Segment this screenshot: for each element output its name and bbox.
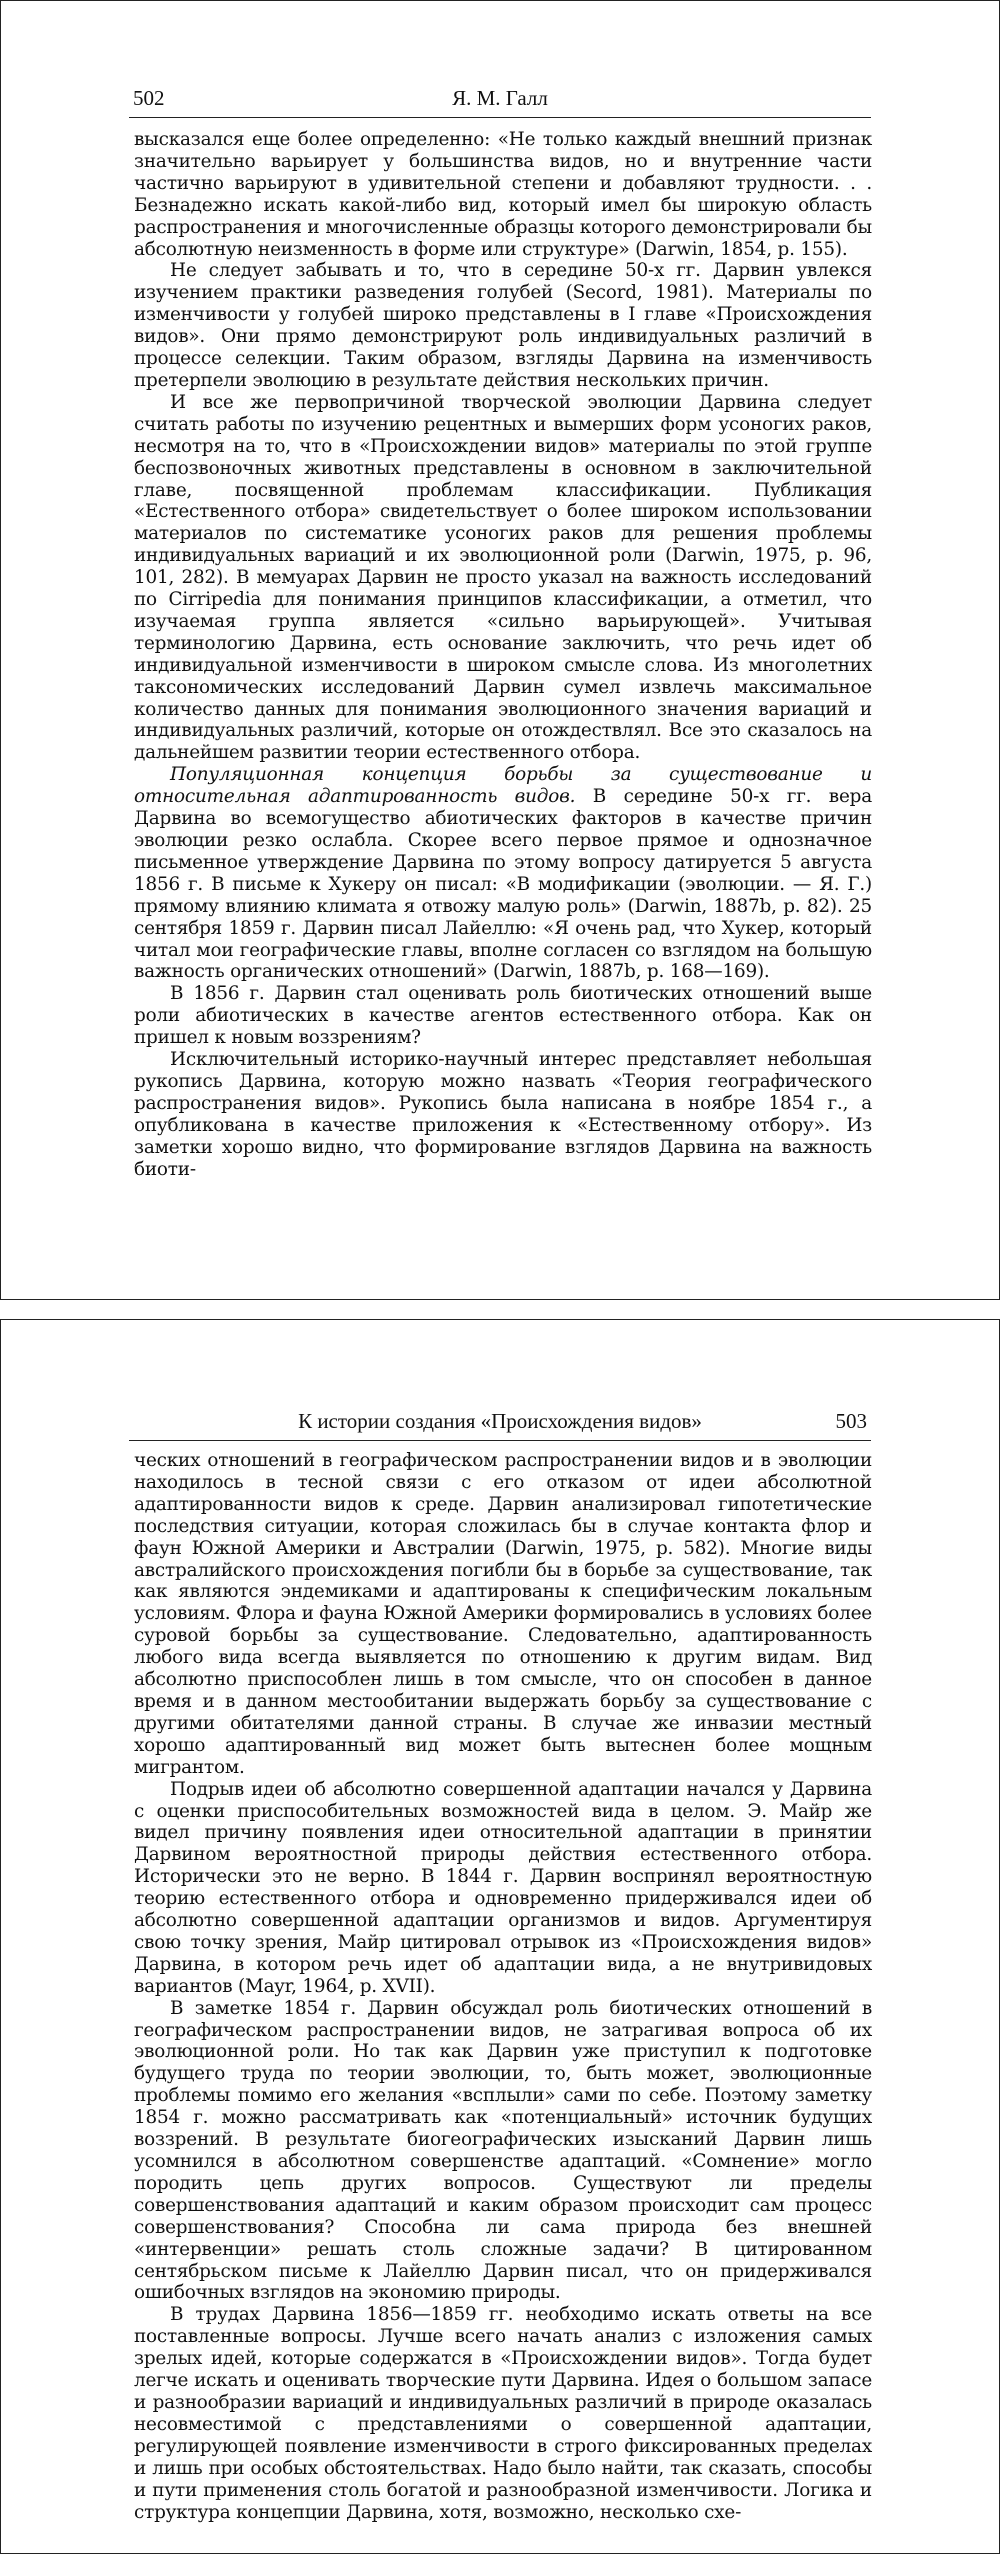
running-head: Я. М. Галл xyxy=(452,86,548,110)
paragraph: Подрыв идеи об абсолютно совершенной адаптации начался у Дарвина с оценки приспособительных возможностей вида в целом. Э. Майр же видел причину появления идеи относительной адаптации в принятии Дарвином вероятностной природы действия естественного отбора. Исторически это не верно. В 1844 г. Дарвин воспринял вероятностную теорию естественного отбора и одновременно придерживался идеи об абсолютно совершенной адаптации организмов и видов. Аргументируя свою точку зрения, Майр цитировал отрывок из «Происхождения видов» Дарвина, в котором речь идет об адаптации вида, а не внутривидовых вариантов (Mayr, 1964, p. XVII). xyxy=(134,1778,872,1997)
running-head: К истории создания «Происхождения видов» xyxy=(298,1409,702,1433)
paragraph: В заметке 1854 г. Дарвин обсуждал роль биотических отношений в географическом распространении видов, не затрагивая вопроса об их эволюционной роли. Но так как Дарвин уже приступил к подготовке будущего труда по теории эволюции, то, быть может, эволюционные проблемы помимо его желания «всплыли» сами по себе. Поэтому заметку 1854 г. можно рассматривать как «потенциальный» источник будущих воззрений. В результате биогеографических изысканий Дарвин лишь усомнился в абсолютном совершенстве адаптаций. «Сомнение» могло породить цепь других вопросов. Существуют ли пределы совершенствования адаптаций и каким образом происходит сам процесс совершенствования? Способна ли сама природа без внешней «интервенции» решать столь сложные задачи? В цитированном сентябрьском письме к Лайеллю Дарвин писал, что он придерживался ошибочных взглядов на экономию природы. xyxy=(134,1997,872,2304)
page-number: 502 xyxy=(133,86,165,110)
page-number: 503 xyxy=(835,1409,867,1433)
page-header xyxy=(129,1404,871,1441)
page-header xyxy=(129,81,871,118)
page-body xyxy=(134,129,872,1181)
paragraph: ческих отношений в географическом распространении видов и в эволюции находилось в тесной связи с его отказом от идеи абсолютной адаптированности видов к среде. Дарвин анализировал гипотетические последствия ситуации, которая сложилась бы в случае контакта флор и фаун Южной Америки и Австралии (Darwin, 1975, p. 582). Многие виды австралийского происхождения погибли бы в борьбе за существование, так как являются эндемиками и адаптированы к специфическим локальным условиям. Флора и фауна Южной Америки формировались в условиях более суровой борьбы за существование. Следовательно, адаптированность любого вида всегда выявляется по отношению к другим видам. Вид абсолютно приспособлен лишь в том смысле, что он способен в данное время и в данном местообитании выдержать борьбу за существование с другими обитателями данной страны. В случае же инвазии местный хорошо адаптированный вид может быть вытеснен более мощным мигрантом. xyxy=(134,1450,872,1778)
section-heading: Популяционная концепция борьбы за существование и относительная адаптированность видов. xyxy=(134,764,872,808)
paragraph: высказался еще более определенно: «Не только каждый внешний признак значительно варьирует у большинства видов, но и внутренние части частично варьируют в удивительной степени и добавляют трудности. . . Безнадежно искать какой-либо вид, который имел бы широкую область распространения и многочисленные образцы которого демонстрировали бы абсолютную неизменность в форме или структуре» (Darwin, 1854, p. 155). xyxy=(134,129,872,260)
paragraph-text: В середине 50-х гг. вера Дарвина во всемогущество абиотических факторов в качестве причин эволюции резко ослабла. Скорее всего первое прямое и однозначное письменное утверждение Дарвина по этому вопросу датируется 5 августа 1856 г. В письме к Хукеру он писал: «В модификации (эволюции. — Я. Г.) прямому влиянию климата я отвожу малую роль» (Darwin, 1887b, p. 82). 25 сентября 1859 г. Дарвин писал Лайеллю: «Я очень рад, что Хукер, который читал мои географические главы, вполне согласен со взглядом на большую важность органических отношений» (Darwin, 1887b, p. 168—169). xyxy=(134,786,872,983)
page-503 xyxy=(0,1319,1000,2554)
paragraph: И все же первопричиной творческой эволюции Дарвина следует считать работы по изучению рецентных и вымерших форм усоногих раков, несмотря на то, что в «Происхождении видов» материалы по этой группе беспозвоночных животных представлены в основном в заключительной главе, посвященной проблемам классификации. Публикация «Естественного отбора» свидетельствует о более широком использовании материалов по систематике усоногих раков для решения проблемы индивидуальных вариаций и их эволюционной роли (Darwin, 1975, p. 96, 101, 282). В мемуарах Дарвин не просто указал на важность исследований по Cirripedia для понимания принципов классификации, а отметил, что изучаемая группа является «сильно варьирующей». Учитывая терминологию Дарвина, есть основание заключить, что речь идет об индивидуальной изменчивости в широком смысле слова. Из многолетних таксономических исследований Дарвин сумел извлечь максимальное количество данных для понимания эволюционного значения вариаций и индивидуальных различий, которые он отождествлял. Все это сказалось на дальнейшем развитии теории естественного отбора. xyxy=(134,391,872,764)
paragraph: Исключительный историко-научный интерес представляет небольшая рукопись Дарвина, которую можно назвать «Теория географического распространения видов». Рукопись была написана в ноябре 1854 г., а опубликована в качестве приложения к «Естественному отбору». Из заметки хорошо видно, что формирование взглядов Дарвина на важность биоти- xyxy=(134,1049,872,1180)
paragraph xyxy=(134,764,872,983)
paragraph: Не следует забывать и то, что в середине 50-х гг. Дарвин увлекся изучением практики разведения голубей (Secord, 1981). Материалы по изменчивости у голубей широко представлены в I главе «Происхождения видов». Они прямо демонстрируют роль индивидуальных различий в процессе селекции. Таким образом, взгляды Дарвина на изменчивость претерпели эволюцию в результате действия нескольких причин. xyxy=(134,260,872,391)
page-body xyxy=(134,1450,872,2523)
paragraph: В трудах Дарвина 1856—1859 гг. необходимо искать ответы на все поставленные вопросы. Лучше всего начать анализ с изложения самых зрелых идей, которые содержатся в «Происхождении видов». Тогда будет легче искать и оценивать творческие пути Дарвина. Идея о большом запасе и разнообразии вариаций и индивидуальных различий в природе оказалась несовместимой с представлениями о совершенной адаптации, регулирующей появление изменчивости в строго фиксированных пределах и лишь при особых обстоятельствах. Надо было найти, так сказать, способы и пути применения столь богатой и разнообразной изменчивости. Логика и структура концепции Дарвина, хотя, возможно, несколько схе- xyxy=(134,2304,872,2523)
paragraph: В 1856 г. Дарвин стал оценивать роль биотических отношений выше роли абиотических в качестве агентов естественного отбора. Как он пришел к новым воззрениям? xyxy=(134,983,872,1049)
